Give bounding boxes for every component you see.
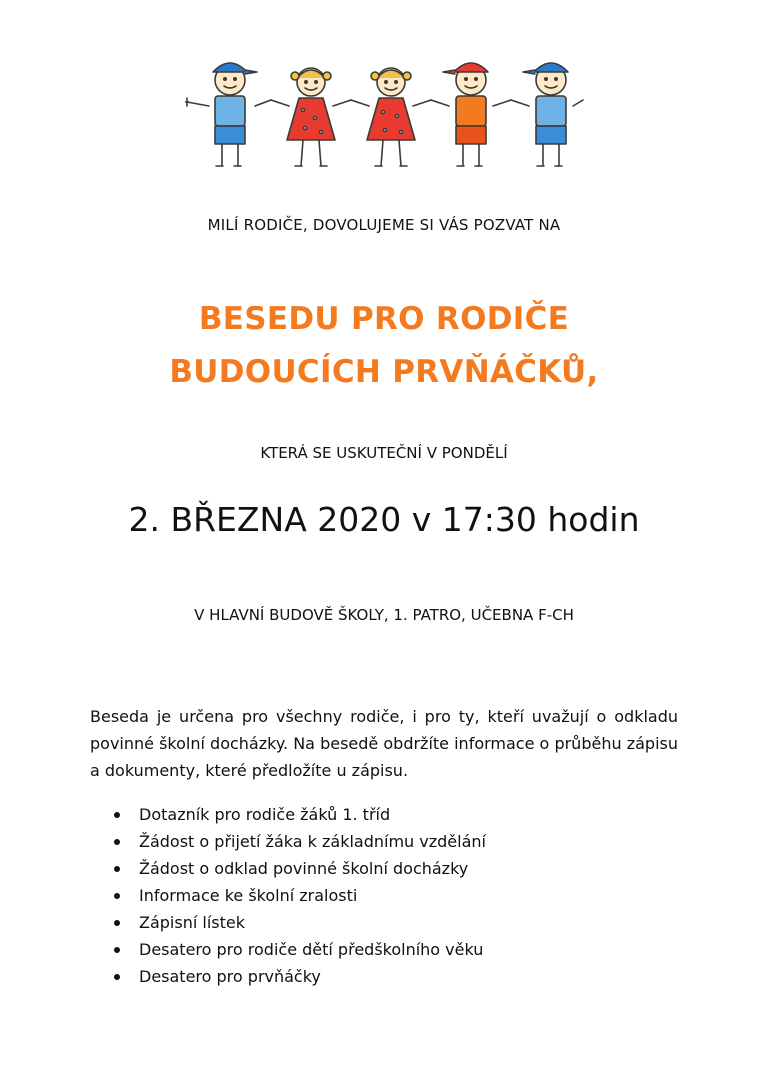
boy-blue-cap-figure-2 (511, 63, 583, 166)
boy-blue-cap-figure (185, 63, 271, 166)
list-item: Zápisní lístek (110, 909, 486, 936)
list-item: Dotazník pro rodiče žáků 1. tříd (110, 801, 486, 828)
list-item: Žádost o odklad povinné školní docházky (110, 855, 486, 882)
event-date-time: 2. BŘEZNA 2020 v 17:30 hodin (128, 500, 640, 539)
greeting-line: MILÍ RODIČE, DOVOLUJEME SI VÁS POZVAT NA (207, 216, 561, 234)
documents-list (110, 801, 486, 990)
event-location: V HLAVNÍ BUDOVĚ ŠKOLY, 1. PATRO, UČEBNA F-CH (194, 606, 574, 624)
event-title-line-2: BUDOUCÍCH PRVŇÁČKŮ, (169, 354, 599, 390)
list-item: Desatero pro prvňáčky (110, 963, 486, 990)
list-item: Žádost o přijetí žáka k základnímu vzdělání (110, 828, 486, 855)
boy-red-cap-figure (431, 63, 511, 166)
children-illustration (185, 52, 585, 174)
list-item: Desatero pro rodiče dětí předškolního věku (110, 936, 486, 963)
event-day-intro: KTERÁ SE USKUTEČNÍ V PONDĚLÍ (260, 444, 508, 462)
girl-red-dress-figure (271, 68, 351, 166)
list-item: Informace ke školní zralosti (110, 882, 486, 909)
girl-red-dress-figure-2 (351, 68, 431, 166)
event-title-line-1: BESEDU PRO RODIČE (198, 301, 570, 337)
event-description: Beseda je určena pro všechny rodiče, i pro ty, kteří uvažují o odkladu povinné školní docházky. Na besedě obdržíte informace o průběhu zápisu a dokumenty, které předložíte u zápisu. (90, 707, 678, 780)
